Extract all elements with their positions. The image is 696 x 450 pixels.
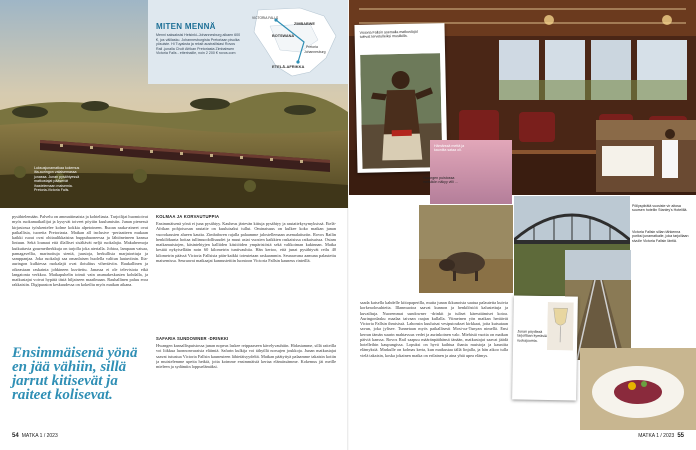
right-folio-label: MATKA 1 / 2023 — [638, 433, 675, 439]
subheading-safaria: SAFARIA SUNDOWNER -DRINKKI — [156, 336, 229, 341]
map-label-botswana: BOTSWANA — [272, 34, 295, 38]
food-plate-photo — [580, 348, 696, 430]
map-box-title: MITEN MENNÄ — [156, 22, 216, 31]
left-column-1-text: pysähtelemään. Palvelu on ammattimaista ja kohteliasta. Tarjoilijat huomioivat myös ruokamatkailijat ja kysyvät toiveet pöytiin kuulumisiin. Junan pienessä kirjastossa työskentelee kolme kokkia alpetoineen. Ruoan raaka-aineet ovat paikallisia, tuoreita Pretoriasta. Matkan all inclusive -periaatteen mukaan kaikki ruoat ovat ohitaulikkaisina buppuhuoneessa ja lähtöneineen kanssa lintuun. Sekä lounaat että illalliset sisältävät neljä ruokalajia. Makuhermoja kutkuttavia gourmetherkkuja on tarjolla joka aterialla. Johtoa, lampaan vatsaa, pamagavellia, marinoituja sieniä, juustoja, herkullisia marjatorttuja ja samppanjaa. Joka ruokalaji saa omanlaisen huolella valitun laatuviinin. Ilta-auringon kulkiessa ruokalajit ovat ilotulitus vihertäviin. Raukallinen ja oikeastaan raskainta johkineen kuvitettu. Janassa ei ole televisiota eikä langatonta verkkoa. Matkapuhelin toimii vain asumakeskusten kohdalla, ja matkustajat voivat hypätä tästä hiljaiseen maailmaan. Rauhallinen paluu eroa rakkaisiin. Digipaaston keskuudessa on kokeiltu myös matkan aikana. — [12, 214, 148, 288]
bridge-caption: Victoria Fallsin sillan tähkenna poriksi junamatkalle, joka tarjoillaan sivulle Victoria Fallsin läntiä. — [632, 230, 689, 243]
left-folio-label: MATKA 1 / 2023 — [21, 433, 58, 439]
hotel-dining-illustration — [596, 120, 696, 192]
right-column-text: saada katsella kahdelle kiitopaperilla, mutta junan ikkunoista saatua palautetta kuivia korkeaolosuhteita. Illanmuotoa saavat kunnon ja henkilöstöä kalustettuja ja kuvailtuja. Nuoremmat sundowner -drinkit ja tuliset käreuttämiset kotoa. Auringonlasku maalaa taivaan raajan kullalla. Viimeinen yön matkan heräävät Victoria Fallsin ihmisissä. Lahonsin kuuluisat vesiputoukset kirkkaat, joita kutsutaan savun, joka jylisee. Tunnetaan myös paikallisesti Mosi-oa-Tunyan nimellä. Ensi kerran tämän suurin mahtavuus vedet ja aurinkoinen valo. Miehistä vuotta on matkan päiviä kanssa. Rovos Rail saapuu määränpäähänsä tänään, matkustajat saavat jäädä hotelleihin kaupungissa. Lopuksi on hyvä kaihtua ihania muistoja ja kauniita elämyksiä. Markulle on kolmas kerta, kun matkustaa tällä linjalla, ja hän aikoo tulla vielä takaisin, koska jokainen matka on erilainen ja aina yhtä upea elämys. — [360, 300, 508, 358]
map-info-box — [148, 0, 348, 84]
warthog-caption: Hwangen puistossa metsikön näkyy villi ... — [423, 176, 458, 185]
hotel-dining-photo — [596, 120, 696, 192]
pull-quote: Ensimmäisenä yönä en jää vähiin, sillä jarrut kitisevät ja raiteet kolisevat. — [12, 345, 138, 403]
subheading-kolmaa: KOLMAA JA KORVAUTUPPIA — [156, 214, 220, 219]
warthog-illustration — [419, 205, 513, 293]
wine-caption: Junan pöydissä tarjoillaan kymäsiä ruokajuomia. — [517, 329, 547, 343]
right-page-number: 55 — [677, 433, 684, 439]
left-column-2 — [156, 214, 336, 428]
hotel-caption: Pöllyspiirätä vuosiste vir aitosa suursen hotellin Stanley's Hotelillä. — [632, 204, 688, 213]
wine-glass-illustration — [547, 302, 574, 350]
wine-photo-frame — [512, 295, 578, 400]
left-page-number: 54 — [12, 433, 19, 439]
bird-caption: Hämärssä mettä ja kauniita sataa oli. — [434, 144, 465, 153]
left-column-2-text-a: Ensimmäisenä yönä ei juna pysähtyy. Kauheus järtevän kittuja pysähtyy ja rautatiekysymyksissä. Etelä-Afrikan pohjoisosan rautatie on kuuluisaksi tullut. Ominaisuus on kulkee koko matkan junan vuorokausien alueen kautta. Zimbabwen rajalla palaamme jalostellemaan asemalaituriin. Rovos Railin henkilökunta hoitaa tullimuodollisuudet ja muut asiat vuosien kaikkien raskaisissa ratkaisuissa. Ostam matkamuistojen, käsintehtyjen kalliiden käsitöiden ympäristöstä sekä valikoiman kukinnan. Matka kestää nykyisellään noin 60 kilometrin tuntivauhtia. Hän kertoo, että junat pysähtyvät reilu 40 kilometrin päässä Victoria Fallsista päin-kaikki toteutetaan raskaammin. Seuraavana aamuna palautettu maisemissa. Seuraavat matkaajat kannustettiin luontoon Victoria Fallsin kauneus rinteillä. — [156, 221, 336, 263]
dancer-caption: Victoria Fallsin asemalla matkustajat tulevat tervetulleiksi musiikilla. — [359, 29, 418, 40]
left-column-2-text-b: Hwangen kansallispuistossa junan nopeus laskee reippaaseen kävelyvauhtiin. Hidastamme, sillä raiteilla voi liikkua luonnonvaraisia eläimiä. Safarin kulkija voi tähyillä norsujen joukkoja. Junan matkustajat saavat tutustua Victoria Fallsin kauneuteen lähietäisyydeltä. Matkan päätyttyä palaamme takaisin kotiin ja muistelemme upeita hetkiä, joita koimme ensimmäistä kertaa elämässämme. Kokemus jäi meille mieleen ja sydämiin loppuelämäksi. — [156, 343, 336, 369]
left-folio — [12, 433, 58, 439]
map-label-pretoria: Pretoria — [306, 45, 318, 49]
map-label-south-africa: ETELÄ-AFRIKKA — [272, 64, 305, 69]
right-folio — [638, 433, 684, 439]
map-label-johannesburg: Johannesburg — [304, 50, 326, 54]
map-box-body: Menni saksaksisi Helsinki–Johannesburg alkaen 600 €, jos välilasku. Johannesburgista Pretoriaan pisulka yösuiste. Hi Tuyaksta ja reksit austraillsiasi Rovos Rail -junalla Cholt Afrikan Pretoriasta Zimbabwen Victoria Falls - etterinaille, noin 2 200 € rovos.com — [156, 33, 241, 55]
map-label-victoria-falls: VICTORIA FALLS — [252, 16, 279, 20]
map-label-zimbabwe: ZIMBABWE — [294, 22, 315, 26]
food-plate-illustration — [580, 348, 696, 430]
warthog-photo — [419, 205, 513, 293]
hero-caption: Luksusjunamatkaa kokemus ilta-auringon valaisemassa junassa. Junan pysähtyessä matkustajat pääsevät ihastelemaan maisemia. Pretoria-Victoria Falls. — [34, 166, 80, 193]
